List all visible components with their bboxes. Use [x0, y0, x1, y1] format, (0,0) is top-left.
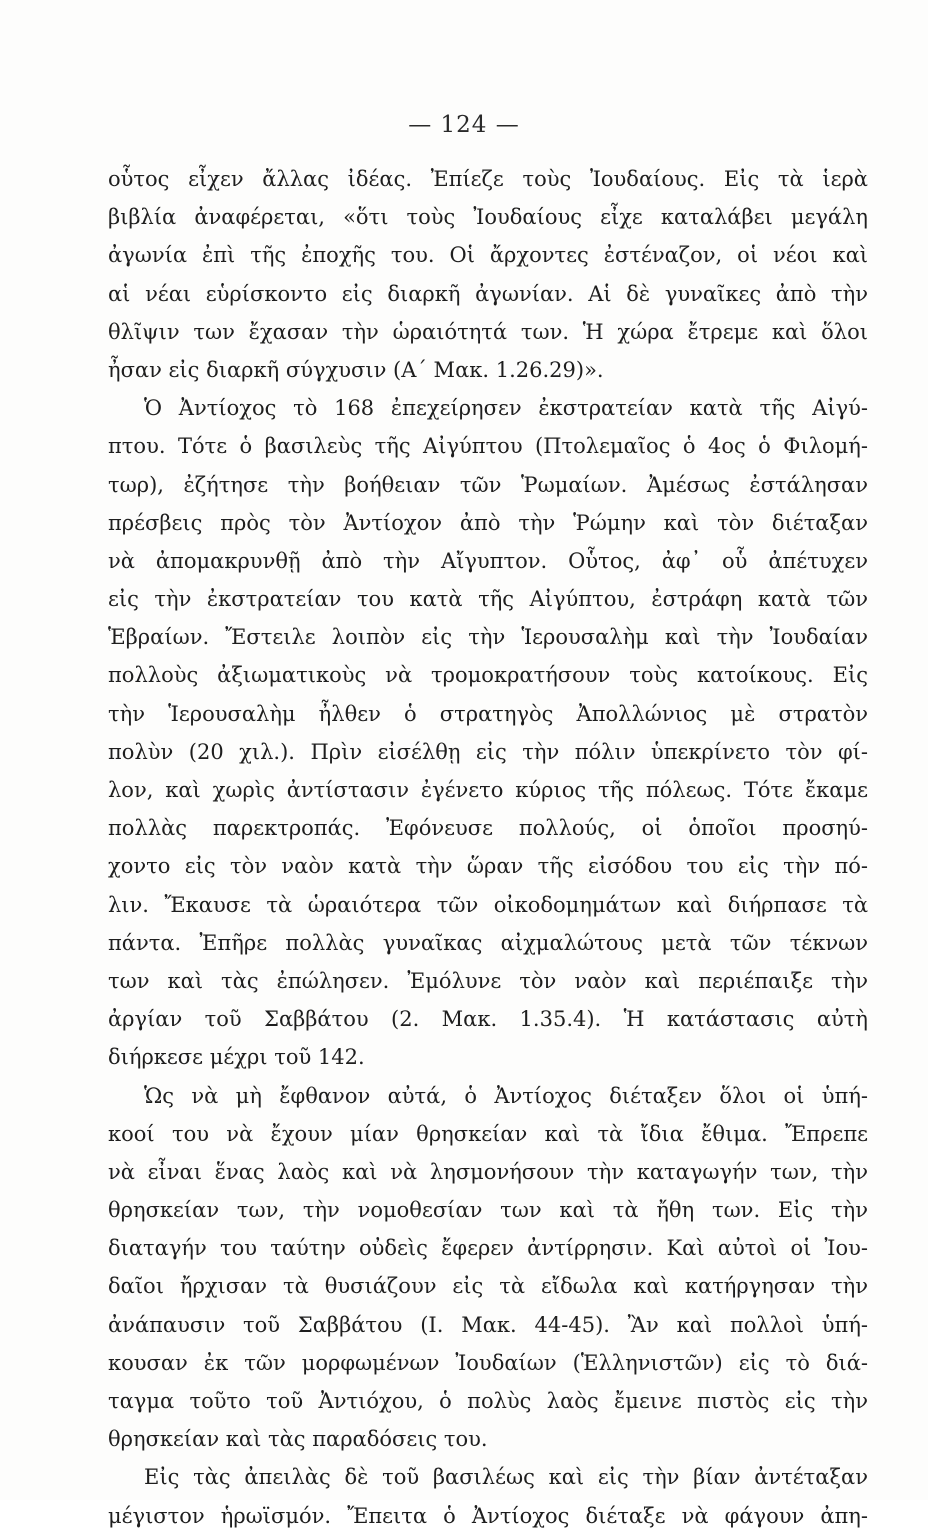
- text-line: διαταγήν του ταύτην οὐδεὶς ἔφερεν ἀντίρρησιν. Καὶ αὐτοὶ οἱ Ἰου-: [108, 1236, 868, 1261]
- text-line: δαῖοι ἤρχισαν τὰ θυσιάζουν εἰς τὰ εἴδωλα καὶ κατήργησαν τὴν: [108, 1274, 868, 1299]
- text-line: θλῖψιν των ἔχασαν τὴν ὡραιότητά των. Ἡ χώρα ἔτρεμε καὶ ὅλοι: [108, 319, 868, 344]
- text-line: εἰς τὴν ἐκστρατείαν του κατὰ τῆς Αἰγύπτου, ἐστράφη κατὰ τῶν: [108, 587, 868, 612]
- text-line: βιβλία ἀναφέρεται, «ὅτι τοὺς Ἰουδαίους εἶχε καταλάβει μεγάλη: [108, 205, 868, 230]
- text-line: διήρκεσε μέχρι τοῦ 142.: [108, 1045, 365, 1070]
- text-line: Ὡς νὰ μὴ ἔφθανον αὐτά, ὁ Ἀντίοχος διέταξεν ὅλοι οἱ ὑπή-: [144, 1083, 868, 1108]
- text-line: λον, καὶ χωρὶς ἀντίστασιν ἐγένετο κύριος τῆς πόλεως. Τότε ἔκαμε: [108, 778, 868, 802]
- text-line: Εἰς τὰς ἀπειλὰς δὲ τοῦ βασιλέως καὶ εἰς τὴν βίαν ἀντέταξαν: [144, 1465, 868, 1490]
- text-line: ἀγωνία ἐπὶ τῆς ἐποχῆς του. Οἱ ἄρχοντες ἐστέναζον, οἱ νέοι καὶ: [108, 243, 868, 268]
- text-line: πρέσβεις πρὸς τὸν Ἀντίοχον ἀπὸ τὴν Ῥώμην καὶ τὸν διέταξαν: [108, 510, 868, 535]
- text-line: πάντα. Ἐπῆρε πολλὰς γυναῖκας αἰχμαλώτους μετὰ τῶν τέκνων: [108, 930, 868, 955]
- text-line: των καὶ τὰς ἐπώλησεν. Ἐμόλυνε τὸν ναὸν καὶ περιέπαιξε τὴν: [108, 968, 868, 993]
- text-line: ἀνάπαυσιν τοῦ Σαββάτου (Ι. Μακ. 44-45). Ἂν καὶ πολλοὶ ὑπή-: [108, 1312, 868, 1337]
- text-line: τωρ), ἐζήτησε τὴν βοήθειαν τῶν Ῥωμαίων. Ἀμέσως ἐστάλησαν: [108, 472, 868, 497]
- text-line: ταγμα τοῦτο τοῦ Ἀντιόχου, ὁ πολὺς λαὸς ἔμεινε πιστὸς εἰς τὴν: [108, 1389, 868, 1413]
- text-line: θρησκείαν των, τὴν νομοθεσίαν των καὶ τὰ ἤθη των. Εἰς τὴν: [108, 1198, 868, 1223]
- text-line: νὰ ἀπομακρυνθῇ ἀπὸ τὴν Αἴγυπτον. Οὗτος, ἀφ᾽ οὗ ἀπέτυχεν: [108, 548, 868, 573]
- text-line: Ὁ Ἀντίοχος τὸ 168 ἐπεχείρησεν ἐκστρατείαν κατὰ τῆς Αἰγύ-: [144, 396, 868, 421]
- text-line: αἱ νέαι εὑρίσκοντο εἰς διαρκῆ ἀγωνίαν. Αἱ δὲ γυναῖκες ἀπὸ τὴν: [108, 281, 868, 306]
- text-line: οὗτος εἶχεν ἄλλας ἰδέας. Ἐπίεζε τοὺς Ἰουδαίους. Εἰς τὰ ἱερὰ: [108, 167, 868, 191]
- text-line: κουσαν ἐκ τῶν μορφωμένων Ἰουδαίων (Ἑλληνιστῶν) εἰς τὸ διά-: [108, 1350, 868, 1375]
- text-line: μέγιστον ἡρωϊσμόν. Ἔπειτα ὁ Ἀντίοχος διέταξε νὰ φάγουν ἀπη-: [108, 1503, 868, 1528]
- text-line: πολλοὺς ἀξιωματικοὺς νὰ τρομοκρατήσουν τοὺς κατοίκους. Εἰς: [108, 663, 868, 688]
- text-line: ἀργίαν τοῦ Σαββάτου (2. Μακ. 1.35.4). Ἡ κατάστασις αὐτὴ: [108, 1007, 868, 1032]
- text-line: Ἑβραίων. Ἔστειλε λοιπὸν εἰς τὴν Ἱερουσαλὴμ καὶ τὴν Ἰουδαίαν: [108, 625, 868, 650]
- text-line: χοντο εἰς τὸν ναὸν κατὰ τὴν ὥραν τῆς εἰσόδου του εἰς τὴν πό-: [108, 854, 868, 879]
- text-line: λιν. Ἔκαυσε τὰ ὡραιότερα τῶν οἰκοδομημάτων καὶ διήρπασε τὰ: [108, 892, 868, 917]
- text-line: ἦσαν εἰς διαρκῆ σύγχυσιν (Α΄ Μακ. 1.26.29)».: [108, 357, 604, 382]
- text-line: τὴν Ἱερουσαλὴμ ἦλθεν ὁ στρατηγὸς Ἀπολλώνιος μὲ στρατὸν: [108, 701, 868, 726]
- text-line: πολὺν (20 χιλ.). Πρὶν εἰσέλθῃ εἰς τὴν πόλιν ὑπεκρίνετο τὸν φί-: [108, 739, 868, 764]
- page-number: — 124 —: [408, 112, 520, 138]
- text-line: νὰ εἶναι ἕνας λαὸς καὶ νὰ λησμονήσουν τὴν καταγωγήν των, τὴν: [108, 1159, 868, 1184]
- text-line: πολλὰς παρεκτροπάς. Ἐφόνευσε πολλούς, οἱ ὁποῖοι προσηύ-: [108, 816, 868, 841]
- text-line: κοοί του νὰ ἔχουν μίαν θρησκείαν καὶ τὰ ἴδια ἔθιμα. Ἔπρεπε: [108, 1121, 868, 1146]
- text-line: θρησκείαν καὶ τὰς παραδόσεις του.: [108, 1427, 488, 1452]
- text-line: πτου. Τότε ὁ βασιλεὺς τῆς Αἰγύπτου (Πτολεμαῖος ὁ 4ος ὁ Φιλομή-: [108, 434, 868, 459]
- body-text: [108, 160, 868, 1535]
